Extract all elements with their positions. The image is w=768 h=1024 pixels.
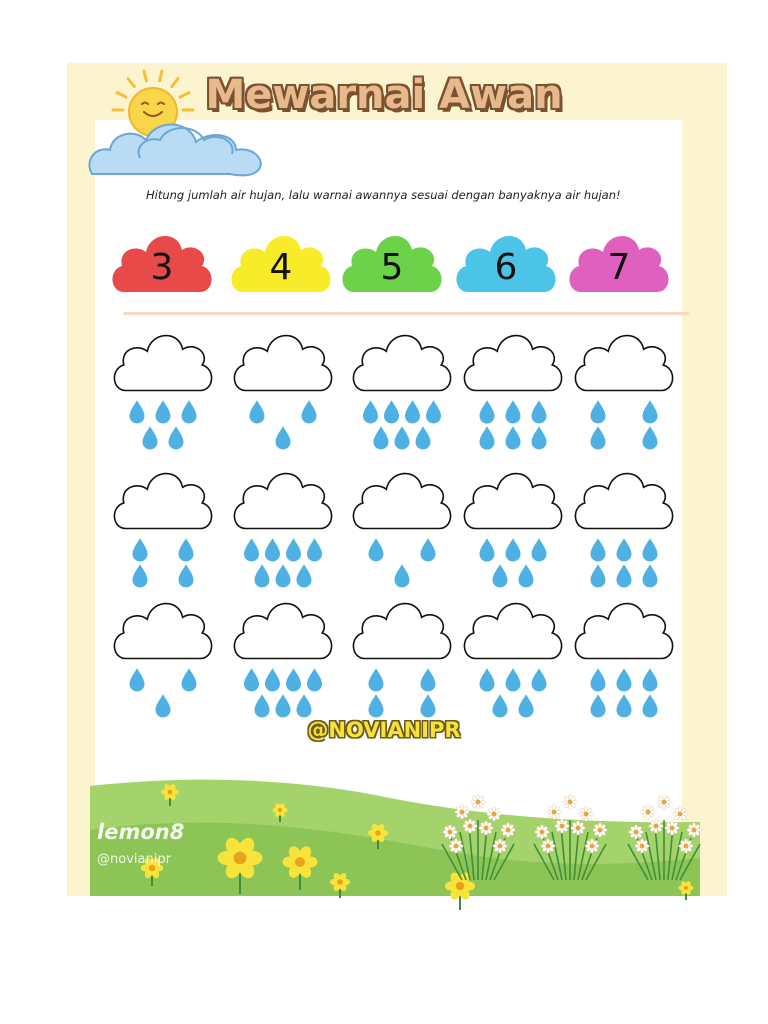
count-cloud[interactable] (464, 474, 561, 588)
raindrop-icon (265, 538, 280, 561)
key-number: 6 (494, 247, 518, 288)
sky-cloud-icon (89, 124, 260, 175)
raindrop-icon (643, 694, 658, 717)
count-cloud[interactable] (114, 336, 211, 450)
key-cloud-5 (342, 236, 441, 292)
brand-logo: lemon8 (97, 820, 185, 844)
blank-cloud[interactable] (114, 604, 211, 659)
key-number: 7 (607, 247, 631, 288)
raindrop-icon (297, 564, 312, 587)
raindrop-icon (532, 400, 547, 423)
blank-cloud[interactable] (353, 604, 450, 659)
raindrop-icon (643, 538, 658, 561)
raindrop-icon (255, 564, 270, 587)
watermark-text: @NOVIANIPR (307, 718, 461, 742)
key-cloud-4 (231, 236, 330, 292)
count-cloud[interactable] (353, 604, 450, 718)
raindrop-icon (265, 668, 280, 691)
raindrop-icon (307, 668, 322, 691)
blank-cloud[interactable] (114, 474, 211, 529)
raindrop-icon (591, 694, 606, 717)
key-number: 4 (269, 247, 293, 288)
raindrop-icon (426, 400, 441, 423)
raindrop-icon (307, 538, 322, 561)
raindrop-icon (421, 538, 436, 561)
blank-cloud[interactable] (464, 604, 561, 659)
raindrop-icon (532, 538, 547, 561)
key-cloud-6 (456, 236, 555, 292)
raindrop-icon (302, 400, 317, 423)
blank-cloud[interactable] (353, 474, 450, 529)
raindrop-icon (363, 400, 378, 423)
raindrop-icon (493, 564, 508, 587)
raindrop-icon (591, 400, 606, 423)
raindrop-icon (374, 426, 389, 449)
raindrop-icon (480, 668, 495, 691)
raindrop-icon (421, 694, 436, 717)
blank-cloud[interactable] (234, 336, 331, 391)
cloud-grid (114, 336, 672, 718)
raindrop-icon (591, 538, 606, 561)
raindrop-icon (480, 426, 495, 449)
raindrop-icon (156, 400, 171, 423)
raindrop-icon (276, 564, 291, 587)
raindrop-icon (506, 400, 521, 423)
instruction-text: Hitung jumlah air hujan, lalu warnai awannya sesuai dengan banyaknya air hujan! (146, 188, 621, 202)
blank-cloud[interactable] (464, 336, 561, 391)
count-cloud[interactable] (464, 336, 561, 450)
meadow-illustration (90, 780, 701, 910)
count-cloud[interactable] (234, 474, 331, 588)
raindrop-icon (643, 564, 658, 587)
raindrop-icon (143, 426, 158, 449)
count-cloud[interactable] (114, 604, 211, 718)
count-cloud[interactable] (575, 474, 672, 588)
raindrop-icon (130, 400, 145, 423)
raindrop-icon (369, 694, 384, 717)
raindrop-icon (286, 668, 301, 691)
raindrop-icon (405, 400, 420, 423)
count-cloud[interactable] (353, 474, 450, 588)
count-cloud[interactable] (575, 604, 672, 718)
raindrop-icon (416, 426, 431, 449)
raindrop-icon (395, 426, 410, 449)
blank-cloud[interactable] (575, 336, 672, 391)
raindrop-icon (182, 400, 197, 423)
blank-cloud[interactable] (575, 474, 672, 529)
raindrop-icon (617, 538, 632, 561)
blank-cloud[interactable] (464, 474, 561, 529)
raindrop-icon (643, 668, 658, 691)
raindrop-icon (506, 426, 521, 449)
page-title: Mewarnai Awan (205, 72, 563, 118)
key-cloud-3 (112, 236, 211, 292)
raindrop-icon (617, 668, 632, 691)
raindrop-icon (276, 426, 291, 449)
raindrop-icon (133, 538, 148, 561)
raindrop-icon (617, 694, 632, 717)
count-cloud[interactable] (234, 336, 331, 450)
raindrop-icon (255, 694, 270, 717)
raindrop-icon (297, 694, 312, 717)
blank-cloud[interactable] (234, 604, 331, 659)
raindrop-icon (384, 400, 399, 423)
count-cloud[interactable] (234, 604, 331, 718)
key-number: 3 (150, 247, 174, 288)
raindrop-icon (591, 668, 606, 691)
blank-cloud[interactable] (114, 336, 211, 391)
raindrop-icon (643, 400, 658, 423)
raindrop-icon (532, 426, 547, 449)
raindrop-icon (480, 538, 495, 561)
raindrop-icon (244, 538, 259, 561)
raindrop-icon (179, 538, 194, 561)
count-cloud[interactable] (575, 336, 672, 450)
divider-line (123, 312, 689, 315)
raindrop-icon (369, 668, 384, 691)
raindrop-icon (250, 400, 265, 423)
author-handle: @novianipr (97, 852, 171, 867)
blank-cloud[interactable] (234, 474, 331, 529)
raindrop-icon (395, 564, 410, 587)
raindrop-icon (493, 694, 508, 717)
raindrop-icon (179, 564, 194, 587)
raindrop-icon (276, 694, 291, 717)
blank-cloud[interactable] (353, 336, 450, 391)
raindrop-icon (643, 426, 658, 449)
count-cloud[interactable] (464, 604, 561, 718)
blank-cloud[interactable] (575, 604, 672, 659)
raindrop-icon (591, 564, 606, 587)
raindrop-icon (506, 538, 521, 561)
key-number: 5 (380, 247, 404, 288)
raindrop-icon (591, 426, 606, 449)
raindrop-icon (286, 538, 301, 561)
color-key (112, 236, 668, 292)
raindrop-icon (133, 564, 148, 587)
raindrop-icon (182, 668, 197, 691)
count-cloud[interactable] (353, 336, 450, 450)
key-cloud-7 (569, 236, 668, 292)
raindrop-icon (519, 564, 534, 587)
raindrop-icon (244, 668, 259, 691)
raindrop-icon (130, 668, 145, 691)
raindrop-icon (369, 538, 384, 561)
raindrop-icon (421, 668, 436, 691)
raindrop-icon (519, 694, 534, 717)
raindrop-icon (617, 564, 632, 587)
raindrop-icon (156, 694, 171, 717)
raindrop-icon (480, 400, 495, 423)
raindrop-icon (169, 426, 184, 449)
raindrop-icon (532, 668, 547, 691)
count-cloud[interactable] (114, 474, 211, 588)
raindrop-icon (506, 668, 521, 691)
